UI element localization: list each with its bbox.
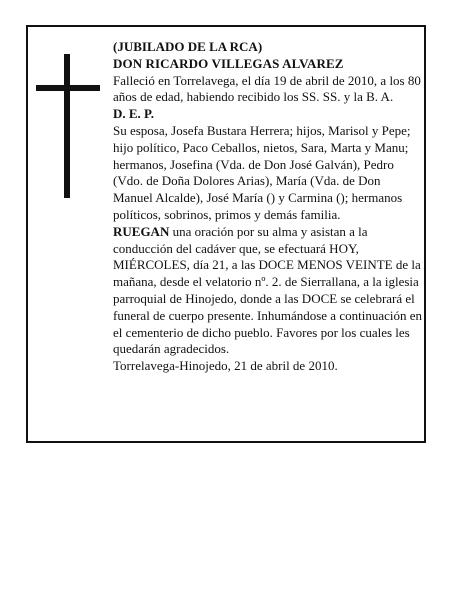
cross-icon — [36, 54, 100, 198]
cross-horizontal-bar — [36, 85, 100, 91]
retired-header: (JUBILADO DE LA RCA) — [113, 39, 263, 54]
rip-line: D. E. P. — [113, 106, 155, 122]
request-paragraph — [113, 224, 423, 358]
obituary-text — [113, 39, 423, 375]
deceased-name: DON RICARDO VILLEGAS ALVAREZ — [113, 55, 344, 71]
cross-vertical-bar — [64, 54, 70, 198]
family-list: Su esposa, Josefa Bustara Herrera; hijos, Marisol y Pepe; hijo político, Paco Ceballos, nietos, Sara, Marta y Manu; hermanos, Josefina (Vda. de Don José Galván), Pedro (Vdo. de Doña Dolores Arias), María (Vda. de Don Manuel Alcalde), José María () y Carmina (); hermanos políticos, sobrinos, primos y demás familia. — [113, 122, 411, 222]
request-body: una oración por su alma y asistan a la conducción del cadáver que, se efectuará HOY, MIÉRCOLES, día 21, a las DOCE MENOS VEINTE de la mañana, desde el velatorio nº. 2. de Sierrallana, a la iglesia parroquial de Hinojedo, donde a las DOCE se celebrará el funeral de cuerpo presente. Inhumándose a continuación en el cementerio de dicho pueblo. Favores por los cuales les quedarán agradecidos. — [113, 223, 422, 357]
death-statement: Falleció en Torrelavega, el día 19 de abril de 2010, a los 80 años de edad, habiendo recibido los SS. SS. y la B. A. — [113, 72, 421, 105]
place-date: Torrelavega-Hinojedo, 21 de abril de 2010. — [113, 358, 338, 374]
request-lead: RUEGAN — [113, 223, 170, 239]
